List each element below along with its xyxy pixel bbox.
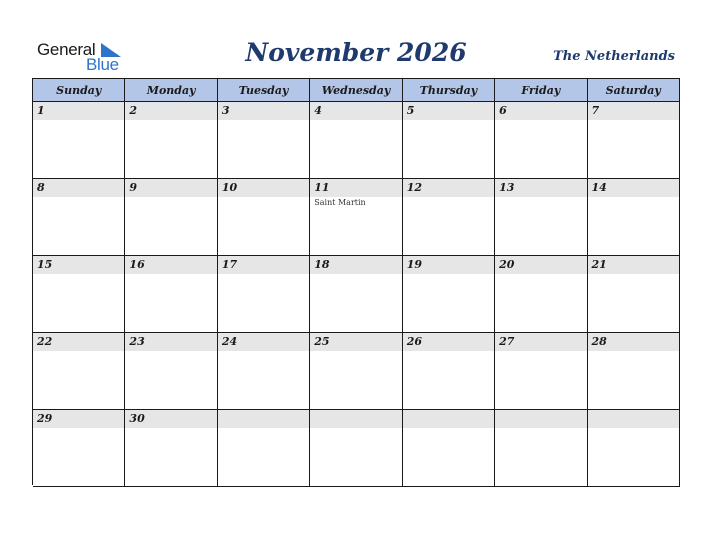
day-number: 14 [588,179,679,197]
week-row-5 [33,410,680,487]
day-number: 29 [33,410,124,428]
day-number: 1 [33,102,124,120]
day-number: 16 [125,256,216,274]
day-number: 20 [495,256,586,274]
day-number: 15 [33,256,124,274]
day-cell [403,333,495,410]
day-cell [310,179,402,256]
country-label: The Netherlands [553,49,675,64]
day-cell [588,256,680,333]
day-number: 18 [310,256,401,274]
day-number: 22 [33,333,124,351]
week-row-1 [33,102,680,179]
day-cell [588,102,680,179]
week-row-3 [33,256,680,333]
day-number: 19 [403,256,494,274]
day-number: 23 [125,333,216,351]
day-number: 24 [218,333,309,351]
day-number: 27 [495,333,586,351]
day-number: 5 [403,102,494,120]
day-cell [495,256,587,333]
weekday-thursday: Thursday [403,79,495,102]
day-number: 4 [310,102,401,120]
day-cell [495,179,587,256]
day-number [218,410,309,428]
day-cell [588,179,680,256]
week-row-4 [33,333,680,410]
day-cell [125,256,217,333]
day-number: 25 [310,333,401,351]
day-cell [33,179,125,256]
day-cell-empty [218,410,310,487]
day-cell [125,102,217,179]
day-number [403,410,494,428]
day-cell [310,333,402,410]
day-cell [33,333,125,410]
day-number: 30 [125,410,216,428]
day-cell [33,256,125,333]
weekday-wednesday: Wednesday [310,79,402,102]
day-cell [403,256,495,333]
weekday-tuesday: Tuesday [218,79,310,102]
day-cell [125,179,217,256]
day-cell-empty [588,410,680,487]
day-cell [403,102,495,179]
day-number: 7 [588,102,679,120]
weekday-sunday: Sunday [33,79,125,102]
logo-word-blue: Blue [86,55,119,74]
day-number: 12 [403,179,494,197]
day-number: 21 [588,256,679,274]
week-row-2 [33,179,680,256]
day-cell [218,256,310,333]
day-cell [588,333,680,410]
day-cell [310,256,402,333]
day-number: 28 [588,333,679,351]
day-number: 26 [403,333,494,351]
day-cell-empty [495,410,587,487]
day-cell [218,102,310,179]
day-cell [33,102,125,179]
month-title: November 2026 [245,38,467,67]
day-cell-empty [310,410,402,487]
day-cell [33,410,125,487]
weekday-saturday: Saturday [588,79,680,102]
day-number: 11 [310,179,401,197]
weekday-monday: Monday [125,79,217,102]
day-number [588,410,679,428]
day-cell [218,179,310,256]
logo-word-general: General [37,40,96,59]
day-cell [310,102,402,179]
day-number: 6 [495,102,586,120]
day-number [310,410,401,428]
day-number: 3 [218,102,309,120]
day-number: 9 [125,179,216,197]
day-cell [403,179,495,256]
day-cell [218,333,310,410]
day-cell [495,333,587,410]
day-number: 17 [218,256,309,274]
day-number: 8 [33,179,124,197]
day-cell [125,333,217,410]
day-cell [495,102,587,179]
weekday-header-row [33,79,680,102]
calendar-grid [32,78,680,485]
day-number: 13 [495,179,586,197]
day-number: 2 [125,102,216,120]
day-cell [125,410,217,487]
holiday-label: Saint Martin [314,198,366,207]
weekday-friday: Friday [495,79,587,102]
day-number [495,410,586,428]
day-cell-empty [403,410,495,487]
day-number: 10 [218,179,309,197]
